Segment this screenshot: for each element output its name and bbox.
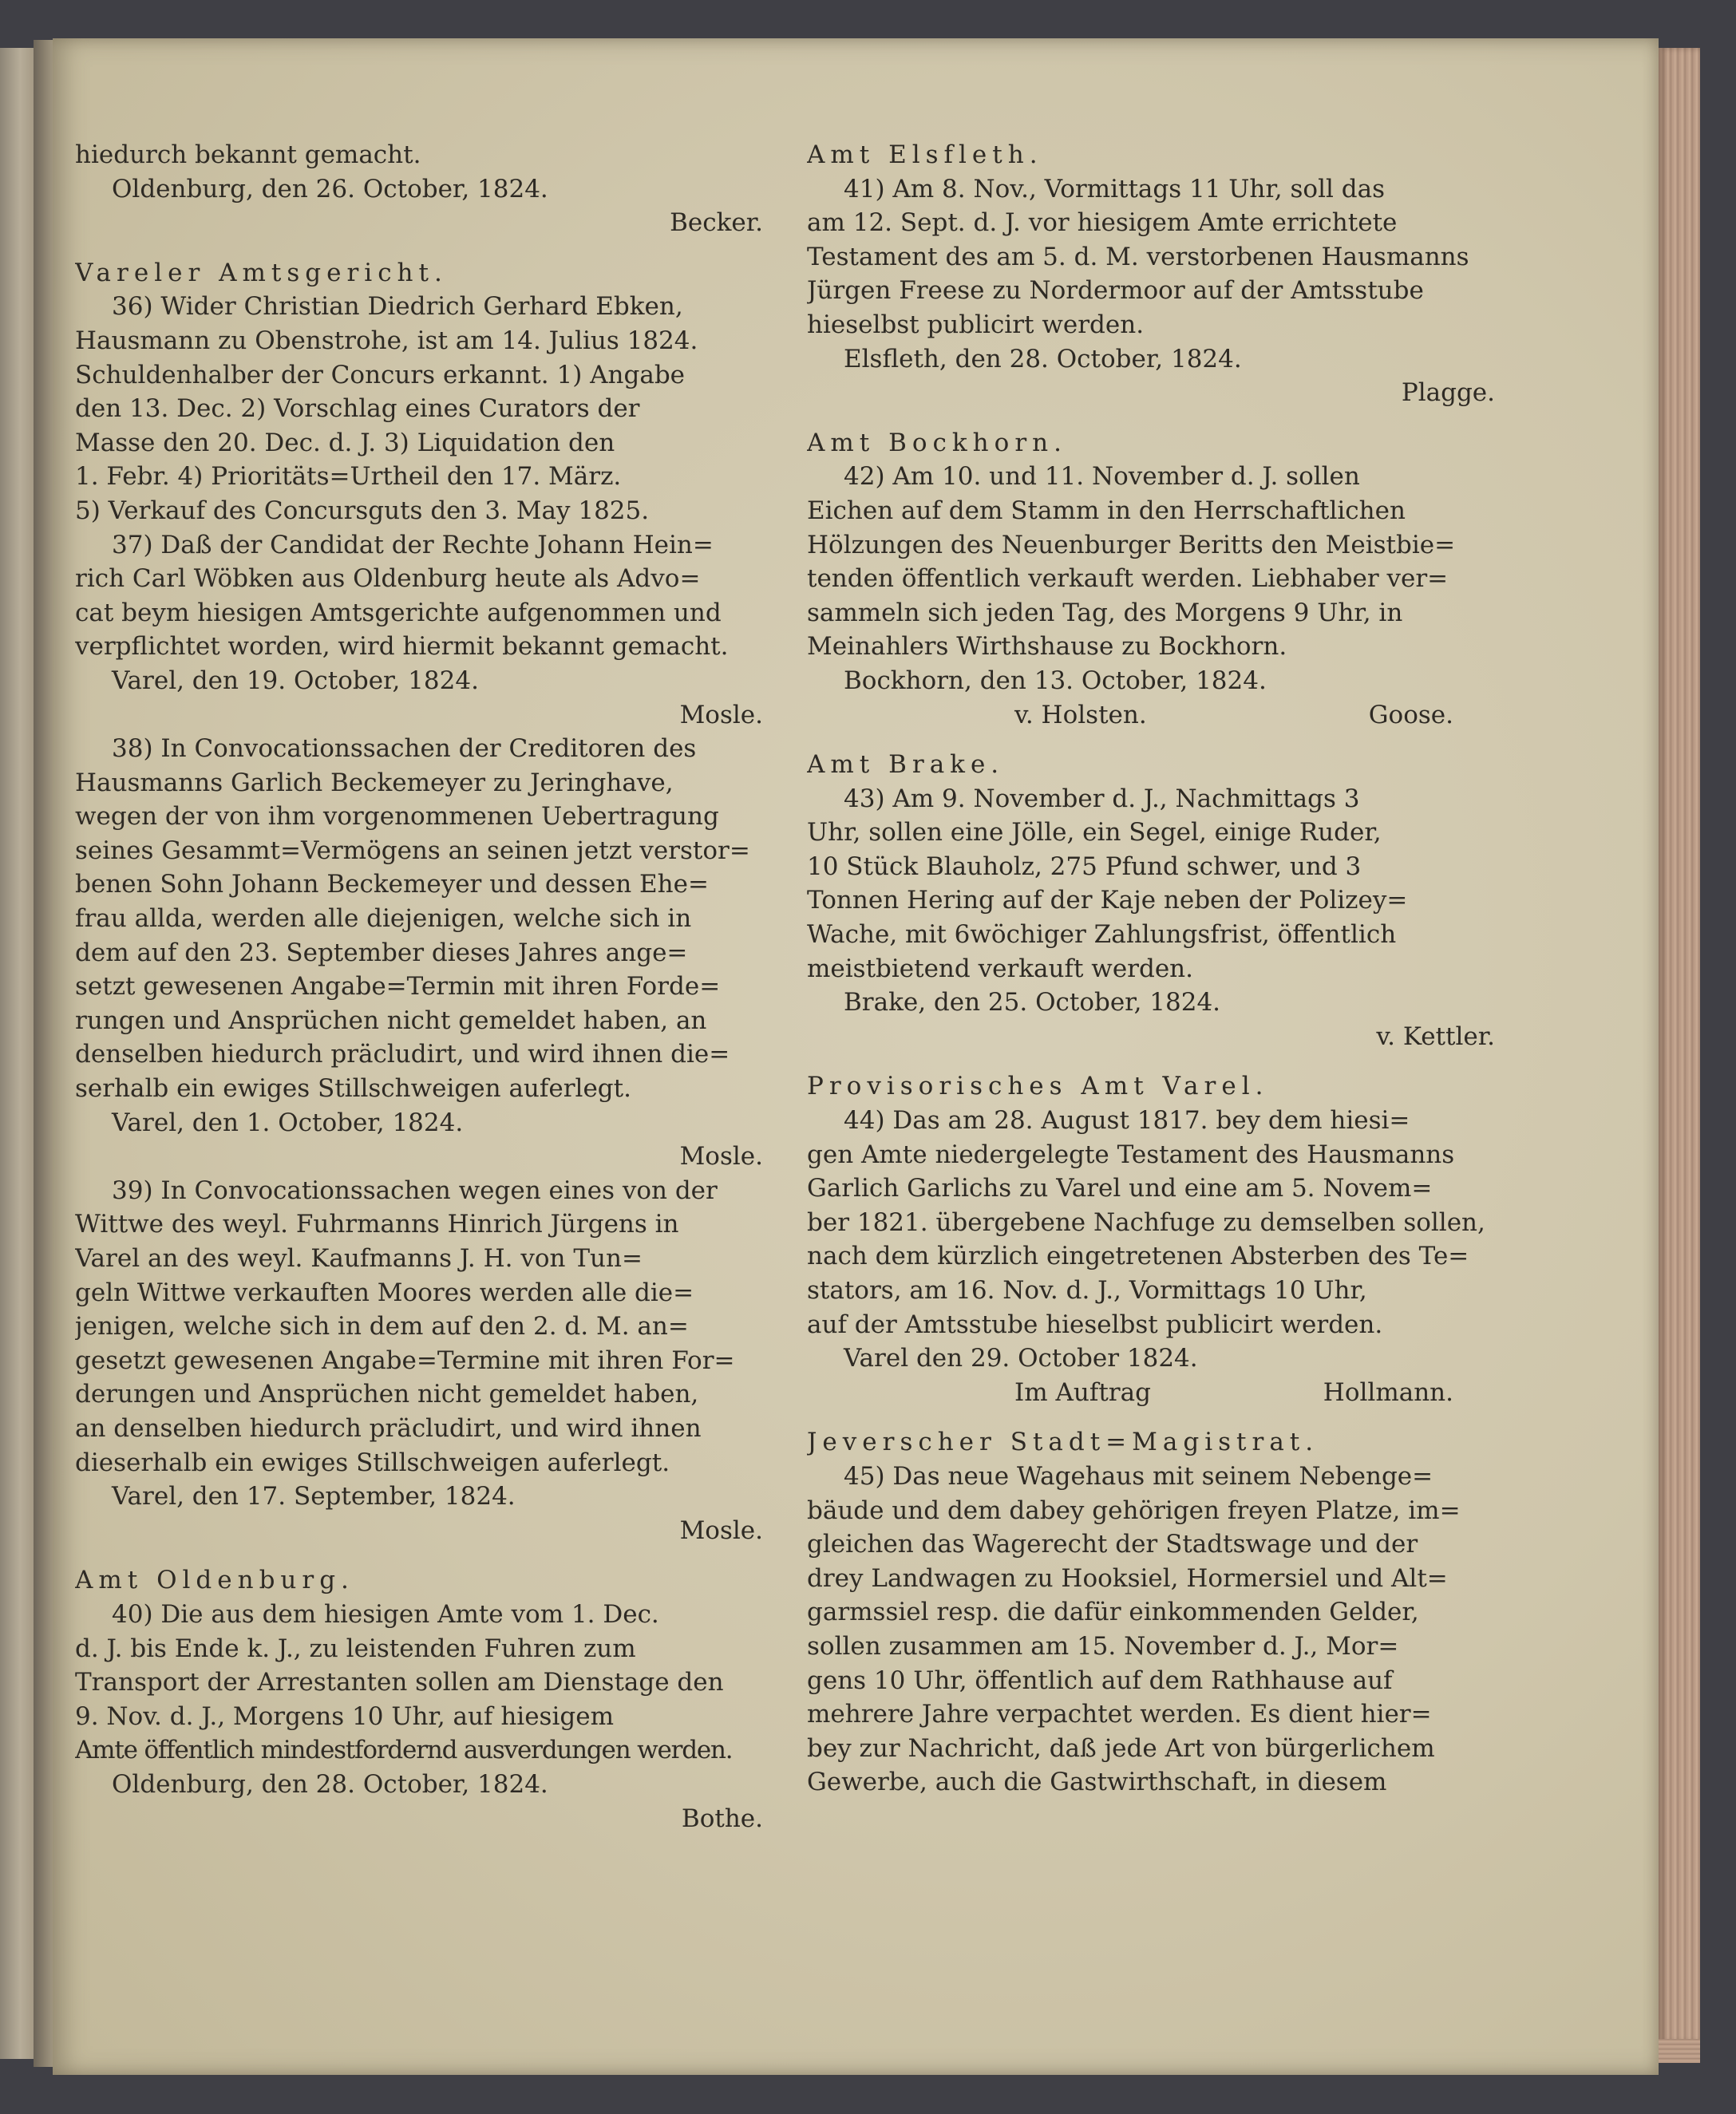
notice-42-line: Hölzungen des Neuenburger Beritts den Meistbie= <box>807 530 1456 559</box>
document-page <box>53 38 1659 2075</box>
notice-36-line: 36) Wider Christian Diedrich Gerhard Ebken, <box>112 292 683 322</box>
notice-38-line: denselben hiedurch präcludirt, und wird ihnen die= <box>75 1040 730 1069</box>
signature: Hollmann. <box>1323 1377 1453 1407</box>
section-heading: Provisorisches Amt Varel. <box>807 1072 1269 1101</box>
notice-41-line: am 12. Sept. d. J. vor hiesigem Amte errichtete <box>807 208 1398 238</box>
notice-40-line: 40) Die aus dem hiesigen Amte vom 1. Dec. <box>112 1599 659 1629</box>
signature: Mosle. <box>679 1515 763 1545</box>
notice-41-line: Jürgen Freese zu Nordermoor auf der Amtsstube <box>807 276 1424 306</box>
notice-37-line: cat beym hiesigen Amtsgerichte aufgenommen und <box>75 598 722 627</box>
notice-36-line: Schuldenhalber der Concurs erkannt. 1) Angabe <box>75 360 686 389</box>
notice-45-line: gleichen das Wagerecht der Stadtswage und der <box>807 1530 1418 1559</box>
notice-40-line: Amte öffentlich mindestfordernd ausverdungen werden. <box>75 1736 733 1765</box>
place-date: Varel, den 19. October, 1824. <box>112 666 479 695</box>
previous-page-edge <box>0 48 34 2059</box>
signature: Bothe. <box>681 1804 763 1833</box>
notice-45-line: Gewerbe, auch die Gastwirthschaft, in diesem <box>807 1768 1387 1797</box>
notice-38-line: wegen der von ihm vorgenommenen Uebertragung <box>75 802 719 832</box>
notice-45-line: garmssiel resp. die dafür einkommenden Gelder, <box>807 1598 1419 1627</box>
notice-43-line: meistbietend verkauft werden. <box>807 954 1193 983</box>
notice-44-line: 44) Das am 28. August 1817. bey dem hiesi= <box>844 1106 1410 1136</box>
notice-38-line: dem auf den 23. September dieses Jahres ange= <box>75 938 688 967</box>
notice-36-line: den 13. Dec. 2) Vorschlag eines Curators der <box>75 394 640 424</box>
notice-43-line: Uhr, sollen eine Jölle, ein Segel, einige Ruder, <box>807 818 1382 848</box>
notice-39-line: 39) In Convocationssachen wegen eines von der <box>112 1176 718 1205</box>
notice-41-line: 41) Am 8. Nov., Vormittags 11 Uhr, soll das <box>844 174 1385 203</box>
notice-38-line: Hausmanns Garlich Beckemeyer zu Jeringhave, <box>75 768 674 797</box>
notice-43-line: Tonnen Hering auf der Kaje neben der Polizey= <box>807 886 1408 915</box>
notice-41-line: hieselbst publicirt werden. <box>807 310 1145 339</box>
notice-44-line: stators, am 16. Nov. d. J., Vormittags 10 Uhr, <box>807 1276 1367 1305</box>
notice-45-line: sollen zusammen am 15. November d. J., Mor= <box>807 1631 1399 1661</box>
notice-42-line: Meinahlers Wirthshause zu Bockhorn. <box>807 632 1287 662</box>
signature: v. Kettler. <box>1376 1021 1495 1051</box>
notice-39-line: Wittwe des weyl. Fuhrmanns Hinrich Jürgens in <box>75 1210 679 1239</box>
notice-36-line: Masse den 20. Dec. d. J. 3) Liquidation den <box>75 428 615 457</box>
notice-45-line: mehrere Jahre verpachtet werden. Es dient hier= <box>807 1700 1432 1729</box>
section-heading: Amt Brake. <box>807 750 1005 780</box>
notice-37-line: rich Carl Wöbken aus Oldenburg heute als Advo= <box>75 564 701 594</box>
place-date: Varel, den 1. October, 1824. <box>112 1108 464 1137</box>
place-date: Elsfleth, den 28. October, 1824. <box>844 344 1242 373</box>
notice-37-line: 37) Daß der Candidat der Rechte Johann Hein= <box>112 530 714 559</box>
notice-40-line: d. J. bis Ende k. J., zu leistenden Fuhren zum <box>75 1634 636 1663</box>
notice-45-line: bäude und dem dabey gehörigen freyen Platze, im= <box>807 1496 1461 1525</box>
notice-40-line: 9. Nov. d. J., Morgens 10 Uhr, auf hiesigem <box>75 1701 614 1731</box>
notice-39-line: an denselben hiedurch präcludirt, und wird ihnen <box>75 1413 702 1443</box>
notice-36-line: Hausmann zu Obenstrohe, ist am 14. Julius 1824. <box>75 326 698 355</box>
notice-36-line: 1. Febr. 4) Prioritäts=Urtheil den 17. März. <box>75 462 622 492</box>
notice-44-line: Garlich Garlichs zu Varel und eine am 5. Novem= <box>807 1174 1433 1203</box>
notice-38-line: seines Gesammt=Vermögens an seinen jetzt verstor= <box>75 836 750 865</box>
notice-37-line: verpflichtet worden, wird hiermit bekannt gemacht. <box>75 632 729 662</box>
notice-41-line: Testament des am 5. d. M. verstorbenen Hausmanns <box>807 242 1469 271</box>
section-heading: Amt Oldenburg. <box>75 1566 354 1595</box>
signature: Mosle. <box>679 700 763 729</box>
section-heading: Amt Elsfleth. <box>807 140 1043 169</box>
notice-39-line: derungen und Ansprüchen nicht gemeldet haben, <box>75 1380 699 1409</box>
notice-44-line: gen Amte niedergelegte Testament des Hausmanns <box>807 1140 1455 1169</box>
notice-44-line: nach dem kürzlich eingetretenen Absterben des Te= <box>807 1242 1469 1271</box>
signature: Goose. <box>1368 700 1453 729</box>
section-heading: Vareler Amtsgericht. <box>75 258 448 287</box>
left-column <box>75 138 777 1835</box>
signature-pair <box>807 1376 1509 1410</box>
notice-38-line: benen Sohn Johann Beckemeyer und dessen Ehe= <box>75 870 709 899</box>
signature: Plagge. <box>1401 378 1495 408</box>
notice-42-line: tenden öffentlich verkauft werden. Liebhaber ver= <box>807 564 1449 594</box>
text-line: hiedurch bekannt gemacht. <box>75 140 421 169</box>
notice-43-line: 10 Stück Blauholz, 275 Pfund schwer, und 3 <box>807 852 1362 881</box>
notice-39-line: Varel an des weyl. Kaufmanns J. H. von Tun= <box>75 1244 643 1273</box>
right-column <box>807 138 1509 1800</box>
notice-39-line: jenigen, welche sich in dem auf den 2. d. M. an= <box>75 1312 689 1342</box>
notice-36-line: 5) Verkauf des Concursguts den 3. May 1825. <box>75 496 650 525</box>
signature: Mosle. <box>679 1142 763 1172</box>
notice-38-line: serhalb ein ewiges Stillschweigen auferlegt. <box>75 1074 631 1104</box>
signature-prefix: Im Auftrag <box>1014 1377 1151 1407</box>
notice-42-line: 42) Am 10. und 11. November d. J. sollen <box>844 462 1360 492</box>
signature-pair <box>807 698 1509 733</box>
notice-39-line: gesetzt gewesenen Angabe=Termine mit ihren For= <box>75 1345 735 1375</box>
place-date: Bockhorn, den 13. October, 1824. <box>844 666 1267 695</box>
notice-43-line: 43) Am 9. November d. J., Nachmittags 3 <box>844 784 1360 813</box>
notice-45-line: bey zur Nachricht, daß jede Art von bürgerlichem <box>807 1733 1435 1763</box>
notice-38-line: frau allda, werden alle diejenigen, welche sich in <box>75 904 692 934</box>
section-heading: Amt Bockhorn. <box>807 428 1067 457</box>
signature: v. Holsten. <box>1014 700 1147 729</box>
notice-42-line: Eichen auf dem Stamm in den Herrschaftlichen <box>807 496 1406 525</box>
notice-44-line: auf der Amtsstube hieselbst publicirt werden. <box>807 1310 1383 1339</box>
notice-43-line: Wache, mit 6wöchiger Zahlungsfrist, öffentlich <box>807 920 1397 950</box>
notice-38-line: setzt gewesenen Angabe=Termin mit ihren Forde= <box>75 972 721 1002</box>
place-date: Brake, den 25. October, 1824. <box>844 988 1221 1017</box>
page-stack-edge <box>1659 48 1700 2043</box>
notice-44-line: ber 1821. übergebene Nachfuge zu demselben sollen, <box>807 1207 1485 1237</box>
notice-38-line: rungen und Ansprüchen nicht gemeldet haben, an <box>75 1006 707 1035</box>
signature: Becker. <box>670 208 763 238</box>
notice-39-line: geln Wittwe verkauften Moores werden alle die= <box>75 1278 694 1307</box>
notice-40-line: Transport der Arrestanten sollen am Dienstage den <box>75 1668 724 1697</box>
notice-39-line: dieserhalb ein ewiges Stillschweigen auferlegt. <box>75 1448 670 1477</box>
place-date: Varel, den 17. September, 1824. <box>112 1482 516 1511</box>
notice-45-line: 45) Das neue Wagehaus mit seinem Nebenge= <box>844 1461 1433 1491</box>
notice-42-line: sammeln sich jeden Tag, des Morgens 9 Uhr, in <box>807 598 1403 627</box>
notice-45-line: gens 10 Uhr, öffentlich auf dem Rathhause auf <box>807 1666 1393 1695</box>
notice-45-line: drey Landwagen zu Hooksiel, Hormersiel und Alt= <box>807 1563 1448 1593</box>
place-date: Oldenburg, den 28. October, 1824. <box>112 1769 548 1799</box>
notice-38-line: 38) In Convocationssachen der Creditoren des <box>112 734 697 764</box>
section-heading: Jeverscher Stadt=Magistrat. <box>807 1428 1319 1457</box>
place-date: Oldenburg, den 26. October, 1824. <box>112 174 548 203</box>
place-date: Varel den 29. October 1824. <box>844 1344 1198 1373</box>
